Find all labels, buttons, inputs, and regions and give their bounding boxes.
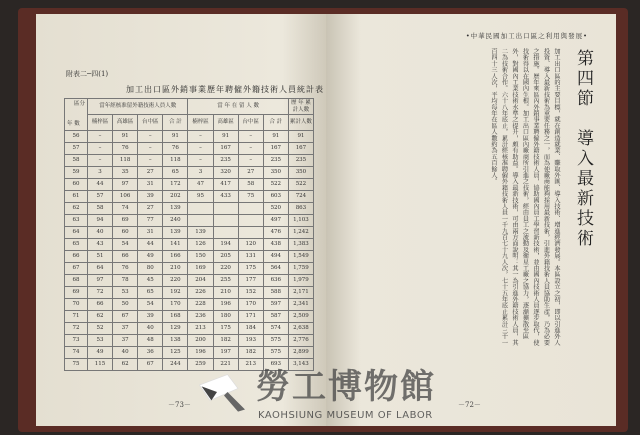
value-cell: 120 xyxy=(238,239,263,251)
value-cell: 67 xyxy=(113,311,138,323)
value-cell: 244 xyxy=(163,359,188,371)
value-cell: 520 xyxy=(263,203,288,215)
value-cell: 66 xyxy=(113,251,138,263)
table-title: 加工出口區外銷事業歷年聘僱外籍技術人員統計表 xyxy=(126,85,324,94)
page-number-right: －72－ xyxy=(458,401,481,409)
value-cell xyxy=(238,227,263,239)
value-cell: 259 xyxy=(188,359,213,371)
value-cell: 166 xyxy=(163,251,188,263)
value-cell: 2,638 xyxy=(288,323,313,335)
value-cell: 180 xyxy=(213,311,238,323)
value-cell: 27 xyxy=(138,203,163,215)
table-row xyxy=(65,347,314,359)
value-cell: 27 xyxy=(138,167,163,179)
value-cell: 91 xyxy=(263,131,288,143)
table-label: 附表二─四(1) xyxy=(66,70,109,78)
value-cell: 91 xyxy=(288,131,313,143)
value-cell: 106 xyxy=(113,191,138,203)
value-cell: 220 xyxy=(213,263,238,275)
value-cell: 31 xyxy=(138,179,163,191)
value-cell: 177 xyxy=(238,275,263,287)
value-cell: 40 xyxy=(88,227,113,239)
value-cell: 170 xyxy=(163,299,188,311)
subheader-6: 台中區 xyxy=(238,115,263,131)
year-cell: 56 xyxy=(65,131,88,143)
year-cell: 68 xyxy=(65,275,88,287)
group-present-header: 當 年 在 留 人 數 xyxy=(188,99,288,115)
value-cell: 693 xyxy=(263,359,288,371)
subheader-7: 合 計 xyxy=(263,115,288,131)
value-cell: 37 xyxy=(113,335,138,347)
value-cell: 564 xyxy=(263,263,288,275)
value-cell xyxy=(188,215,213,227)
subheader-8: 累計人數 xyxy=(288,115,313,131)
value-cell: 52 xyxy=(88,323,113,335)
value-cell: 220 xyxy=(163,275,188,287)
value-cell: 1,242 xyxy=(288,227,313,239)
value-cell: 574 xyxy=(263,323,288,335)
table-row xyxy=(65,143,314,155)
value-cell: 53 xyxy=(88,335,113,347)
subheader-4: 楠梓區 xyxy=(188,115,213,131)
value-cell: 91 xyxy=(113,131,138,143)
value-cell: 1,979 xyxy=(288,275,313,287)
value-cell xyxy=(213,227,238,239)
value-cell: – xyxy=(188,131,213,143)
table-row xyxy=(65,287,314,299)
value-cell: 235 xyxy=(263,155,288,167)
value-cell: – xyxy=(238,155,263,167)
value-cell: 2,899 xyxy=(288,347,313,359)
value-cell: 204 xyxy=(188,275,213,287)
value-cell: 193 xyxy=(238,335,263,347)
value-cell: 91 xyxy=(213,131,238,143)
value-cell: 2,776 xyxy=(288,335,313,347)
value-cell: 863 xyxy=(288,203,313,215)
watermark-english: KAOHSIUNG MUSEUM OF LABOR xyxy=(258,410,433,421)
value-cell: 522 xyxy=(288,179,313,191)
value-cell: 139 xyxy=(163,227,188,239)
value-cell: 67 xyxy=(138,359,163,371)
value-cell: 62 xyxy=(113,359,138,371)
table-row xyxy=(65,191,314,203)
year-cell: 58 xyxy=(65,155,88,167)
value-cell: 228 xyxy=(188,299,213,311)
value-cell: 588 xyxy=(263,287,288,299)
value-cell: 202 xyxy=(163,191,188,203)
value-cell: 76 xyxy=(113,143,138,155)
year-cell: 75 xyxy=(65,359,88,371)
value-cell: 75 xyxy=(238,191,263,203)
value-cell: 494 xyxy=(263,251,288,263)
value-cell: 3 xyxy=(88,167,113,179)
value-cell: 724 xyxy=(288,191,313,203)
value-cell: – xyxy=(238,143,263,155)
value-cell: 210 xyxy=(163,263,188,275)
running-header: •中華民國加工出口區之利用與發展• xyxy=(465,32,588,40)
value-cell: 213 xyxy=(188,323,213,335)
value-cell: 40 xyxy=(113,347,138,359)
value-cell: 58 xyxy=(238,179,263,191)
table-row xyxy=(65,203,314,215)
value-cell: 235 xyxy=(213,155,238,167)
value-cell: 175 xyxy=(238,263,263,275)
value-cell: 172 xyxy=(163,179,188,191)
subheader-1: 高雄區 xyxy=(113,115,138,131)
value-cell: 69 xyxy=(113,215,138,227)
value-cell: 131 xyxy=(238,251,263,263)
value-cell: 45 xyxy=(138,275,163,287)
value-cell: 76 xyxy=(113,263,138,275)
value-cell: 54 xyxy=(113,239,138,251)
year-cell: 64 xyxy=(65,227,88,239)
value-cell: 77 xyxy=(138,215,163,227)
year-cell: 73 xyxy=(65,335,88,347)
value-cell: 350 xyxy=(288,167,313,179)
value-cell: 438 xyxy=(263,239,288,251)
year-cell: 67 xyxy=(65,263,88,275)
value-cell: 150 xyxy=(188,251,213,263)
value-cell: 76 xyxy=(163,143,188,155)
table-row xyxy=(65,215,314,227)
value-cell: 167 xyxy=(213,143,238,155)
value-cell: 50 xyxy=(113,299,138,311)
value-cell: 49 xyxy=(88,347,113,359)
value-cell: 91 xyxy=(163,131,188,143)
value-cell: 167 xyxy=(263,143,288,155)
table-row xyxy=(65,263,314,275)
year-cell: 57 xyxy=(65,143,88,155)
watermark-text: 勞工博物館 xyxy=(256,367,436,407)
year-cell: 60 xyxy=(65,179,88,191)
value-cell xyxy=(238,215,263,227)
value-cell xyxy=(188,203,213,215)
value-cell: 433 xyxy=(213,191,238,203)
value-cell: – xyxy=(188,143,213,155)
table-row xyxy=(65,275,314,287)
value-cell: 3,143 xyxy=(288,359,313,371)
value-cell xyxy=(213,203,238,215)
table-row xyxy=(65,179,314,191)
value-cell: 31 xyxy=(138,227,163,239)
value-cell: 2,171 xyxy=(288,287,313,299)
value-cell: 60 xyxy=(113,227,138,239)
value-cell: – xyxy=(138,155,163,167)
year-cell: 61 xyxy=(65,191,88,203)
statistics-table xyxy=(64,98,314,371)
value-cell: 57 xyxy=(88,191,113,203)
value-cell: 62 xyxy=(88,311,113,323)
value-cell: 78 xyxy=(113,275,138,287)
value-cell: 49 xyxy=(138,251,163,263)
value-cell: 118 xyxy=(163,155,188,167)
value-cell: 184 xyxy=(238,323,263,335)
year-cell: 71 xyxy=(65,311,88,323)
value-cell: 255 xyxy=(213,275,238,287)
value-cell: 171 xyxy=(238,311,263,323)
table-row xyxy=(65,323,314,335)
value-cell: 497 xyxy=(263,215,288,227)
value-cell: 64 xyxy=(88,263,113,275)
year-cell: 65 xyxy=(65,239,88,251)
value-cell: 139 xyxy=(163,203,188,215)
value-cell: 2,341 xyxy=(288,299,313,311)
value-cell: 138 xyxy=(163,335,188,347)
corner-header xyxy=(65,99,88,131)
value-cell: 210 xyxy=(213,287,238,299)
year-cell: 70 xyxy=(65,299,88,311)
value-cell: 1,383 xyxy=(288,239,313,251)
value-cell: 636 xyxy=(263,275,288,287)
group-approved-header: 當年經核准留外籍技術人員人數 xyxy=(88,99,188,115)
value-cell: – xyxy=(188,155,213,167)
value-cell: 43 xyxy=(88,239,113,251)
value-cell: – xyxy=(88,143,113,155)
value-cell: 72 xyxy=(88,287,113,299)
subheader-5: 高雄區 xyxy=(213,115,238,131)
table-row xyxy=(65,335,314,347)
value-cell: – xyxy=(238,131,263,143)
value-cell: 36 xyxy=(138,347,163,359)
year-cell: 69 xyxy=(65,287,88,299)
value-cell: 182 xyxy=(238,347,263,359)
group-cumulative-header: 歷 年 累計人數 xyxy=(288,99,313,115)
subheader-0: 楠梓區 xyxy=(88,115,113,131)
value-cell: 1,103 xyxy=(288,215,313,227)
value-cell: 213 xyxy=(238,359,263,371)
value-cell: 141 xyxy=(163,239,188,251)
value-cell: 167 xyxy=(288,143,313,155)
value-cell: 240 xyxy=(163,215,188,227)
value-cell: 196 xyxy=(213,299,238,311)
value-cell: 44 xyxy=(138,239,163,251)
value-cell: 97 xyxy=(88,275,113,287)
value-cell: 48 xyxy=(138,335,163,347)
table-row xyxy=(65,299,314,311)
value-cell: 74 xyxy=(113,203,138,215)
value-cell: 1,549 xyxy=(288,251,313,263)
value-cell: 66 xyxy=(88,299,113,311)
value-cell: 205 xyxy=(213,251,238,263)
value-cell: 118 xyxy=(113,155,138,167)
value-cell: 40 xyxy=(138,323,163,335)
value-cell: 170 xyxy=(238,299,263,311)
value-cell: 95 xyxy=(188,191,213,203)
value-cell: 192 xyxy=(163,287,188,299)
value-cell: 168 xyxy=(163,311,188,323)
table-row xyxy=(65,155,314,167)
value-cell: 126 xyxy=(188,239,213,251)
value-cell: 587 xyxy=(263,311,288,323)
value-cell: 221 xyxy=(213,359,238,371)
value-cell: 182 xyxy=(213,335,238,347)
value-cell: 37 xyxy=(113,323,138,335)
table-row xyxy=(65,251,314,263)
table-row xyxy=(65,131,314,143)
value-cell: 80 xyxy=(138,263,163,275)
value-cell: 47 xyxy=(188,179,213,191)
value-cell: 58 xyxy=(88,203,113,215)
value-cell: 235 xyxy=(288,155,313,167)
value-cell: 97 xyxy=(113,179,138,191)
value-cell: 94 xyxy=(88,215,113,227)
value-cell: 125 xyxy=(163,347,188,359)
value-cell: 575 xyxy=(263,335,288,347)
value-cell: 350 xyxy=(263,167,288,179)
page-number-left: －73－ xyxy=(168,401,191,409)
value-cell: 597 xyxy=(263,299,288,311)
table-row xyxy=(65,227,314,239)
section-title: 第四節 導入最新技術 xyxy=(573,49,593,249)
value-cell: 39 xyxy=(138,311,163,323)
value-cell: 236 xyxy=(188,311,213,323)
year-cell: 74 xyxy=(65,347,88,359)
value-cell: 175 xyxy=(213,323,238,335)
value-cell: 44 xyxy=(88,179,113,191)
value-cell: 54 xyxy=(138,299,163,311)
value-cell xyxy=(238,203,263,215)
value-cell: 51 xyxy=(88,251,113,263)
table-row xyxy=(65,167,314,179)
value-cell: 417 xyxy=(213,179,238,191)
year-cell: 59 xyxy=(65,167,88,179)
value-cell: 522 xyxy=(263,179,288,191)
year-cell: 62 xyxy=(65,203,88,215)
value-cell: 1,759 xyxy=(288,263,313,275)
year-cell: 63 xyxy=(65,215,88,227)
subheader-3: 合 計 xyxy=(163,115,188,131)
value-cell: 39 xyxy=(138,191,163,203)
value-cell: 115 xyxy=(88,359,113,371)
value-cell: 196 xyxy=(188,347,213,359)
table-row xyxy=(65,311,314,323)
value-cell: 3 xyxy=(188,167,213,179)
value-cell: 27 xyxy=(238,167,263,179)
value-cell: 65 xyxy=(138,287,163,299)
value-cell: 226 xyxy=(188,287,213,299)
corner-bottom: 年 數 xyxy=(67,121,80,127)
value-cell: 603 xyxy=(263,191,288,203)
year-cell: 66 xyxy=(65,251,88,263)
value-cell: 152 xyxy=(238,287,263,299)
corner-top: 區分 xyxy=(73,101,85,107)
value-cell: 2,509 xyxy=(288,311,313,323)
value-cell: 197 xyxy=(213,347,238,359)
value-cell: 169 xyxy=(188,263,213,275)
value-cell: 53 xyxy=(113,287,138,299)
value-cell: – xyxy=(138,143,163,155)
value-cell: – xyxy=(88,131,113,143)
value-cell: 575 xyxy=(263,347,288,359)
value-cell: 320 xyxy=(213,167,238,179)
subheader-2: 台中區 xyxy=(138,115,163,131)
value-cell: 129 xyxy=(163,323,188,335)
value-cell: – xyxy=(138,131,163,143)
value-cell: 139 xyxy=(188,227,213,239)
value-cell: 35 xyxy=(113,167,138,179)
year-cell: 72 xyxy=(65,323,88,335)
left-page xyxy=(36,14,326,426)
table-row xyxy=(65,359,314,371)
table-row xyxy=(65,239,314,251)
value-cell: 200 xyxy=(188,335,213,347)
value-cell: 476 xyxy=(263,227,288,239)
value-cell xyxy=(213,215,238,227)
body-text: 加工出口區的主要目標，就在創造就業、賺取外匯、導入技術、增進經濟發展。本區設立之初，即以引進外人投資、導入最新技術為重要任務之一，而為使廠商能夠採用最新技術，引進外籍技術人員協助生產，乃為必要之措施。歷年來區內外銷事業聘僱外籍技術人員，協助國內員工學習新技術，並由國內技術人員逐步取代，使技術得以在國內生根。加工出口區內廠商所引進之技術，經由員工之流動及衛星工廠之協力，逐漸擴散至區外，對國內工業技術水準之提升，頗有助益。導入最新技術，可由兩方面說明：其一為引進外籍技術人員，其二為技術合作。六十八年底止，累計經核准聘僱外籍技術人員一千九百七十九人次，七十五年底止累計三千一百四十三人次，平均每年在區人數約為五百餘人。 xyxy=(490,48,560,346)
value-cell: 65 xyxy=(163,167,188,179)
right-page xyxy=(326,14,616,426)
value-cell: 194 xyxy=(213,239,238,251)
value-cell: – xyxy=(88,155,113,167)
